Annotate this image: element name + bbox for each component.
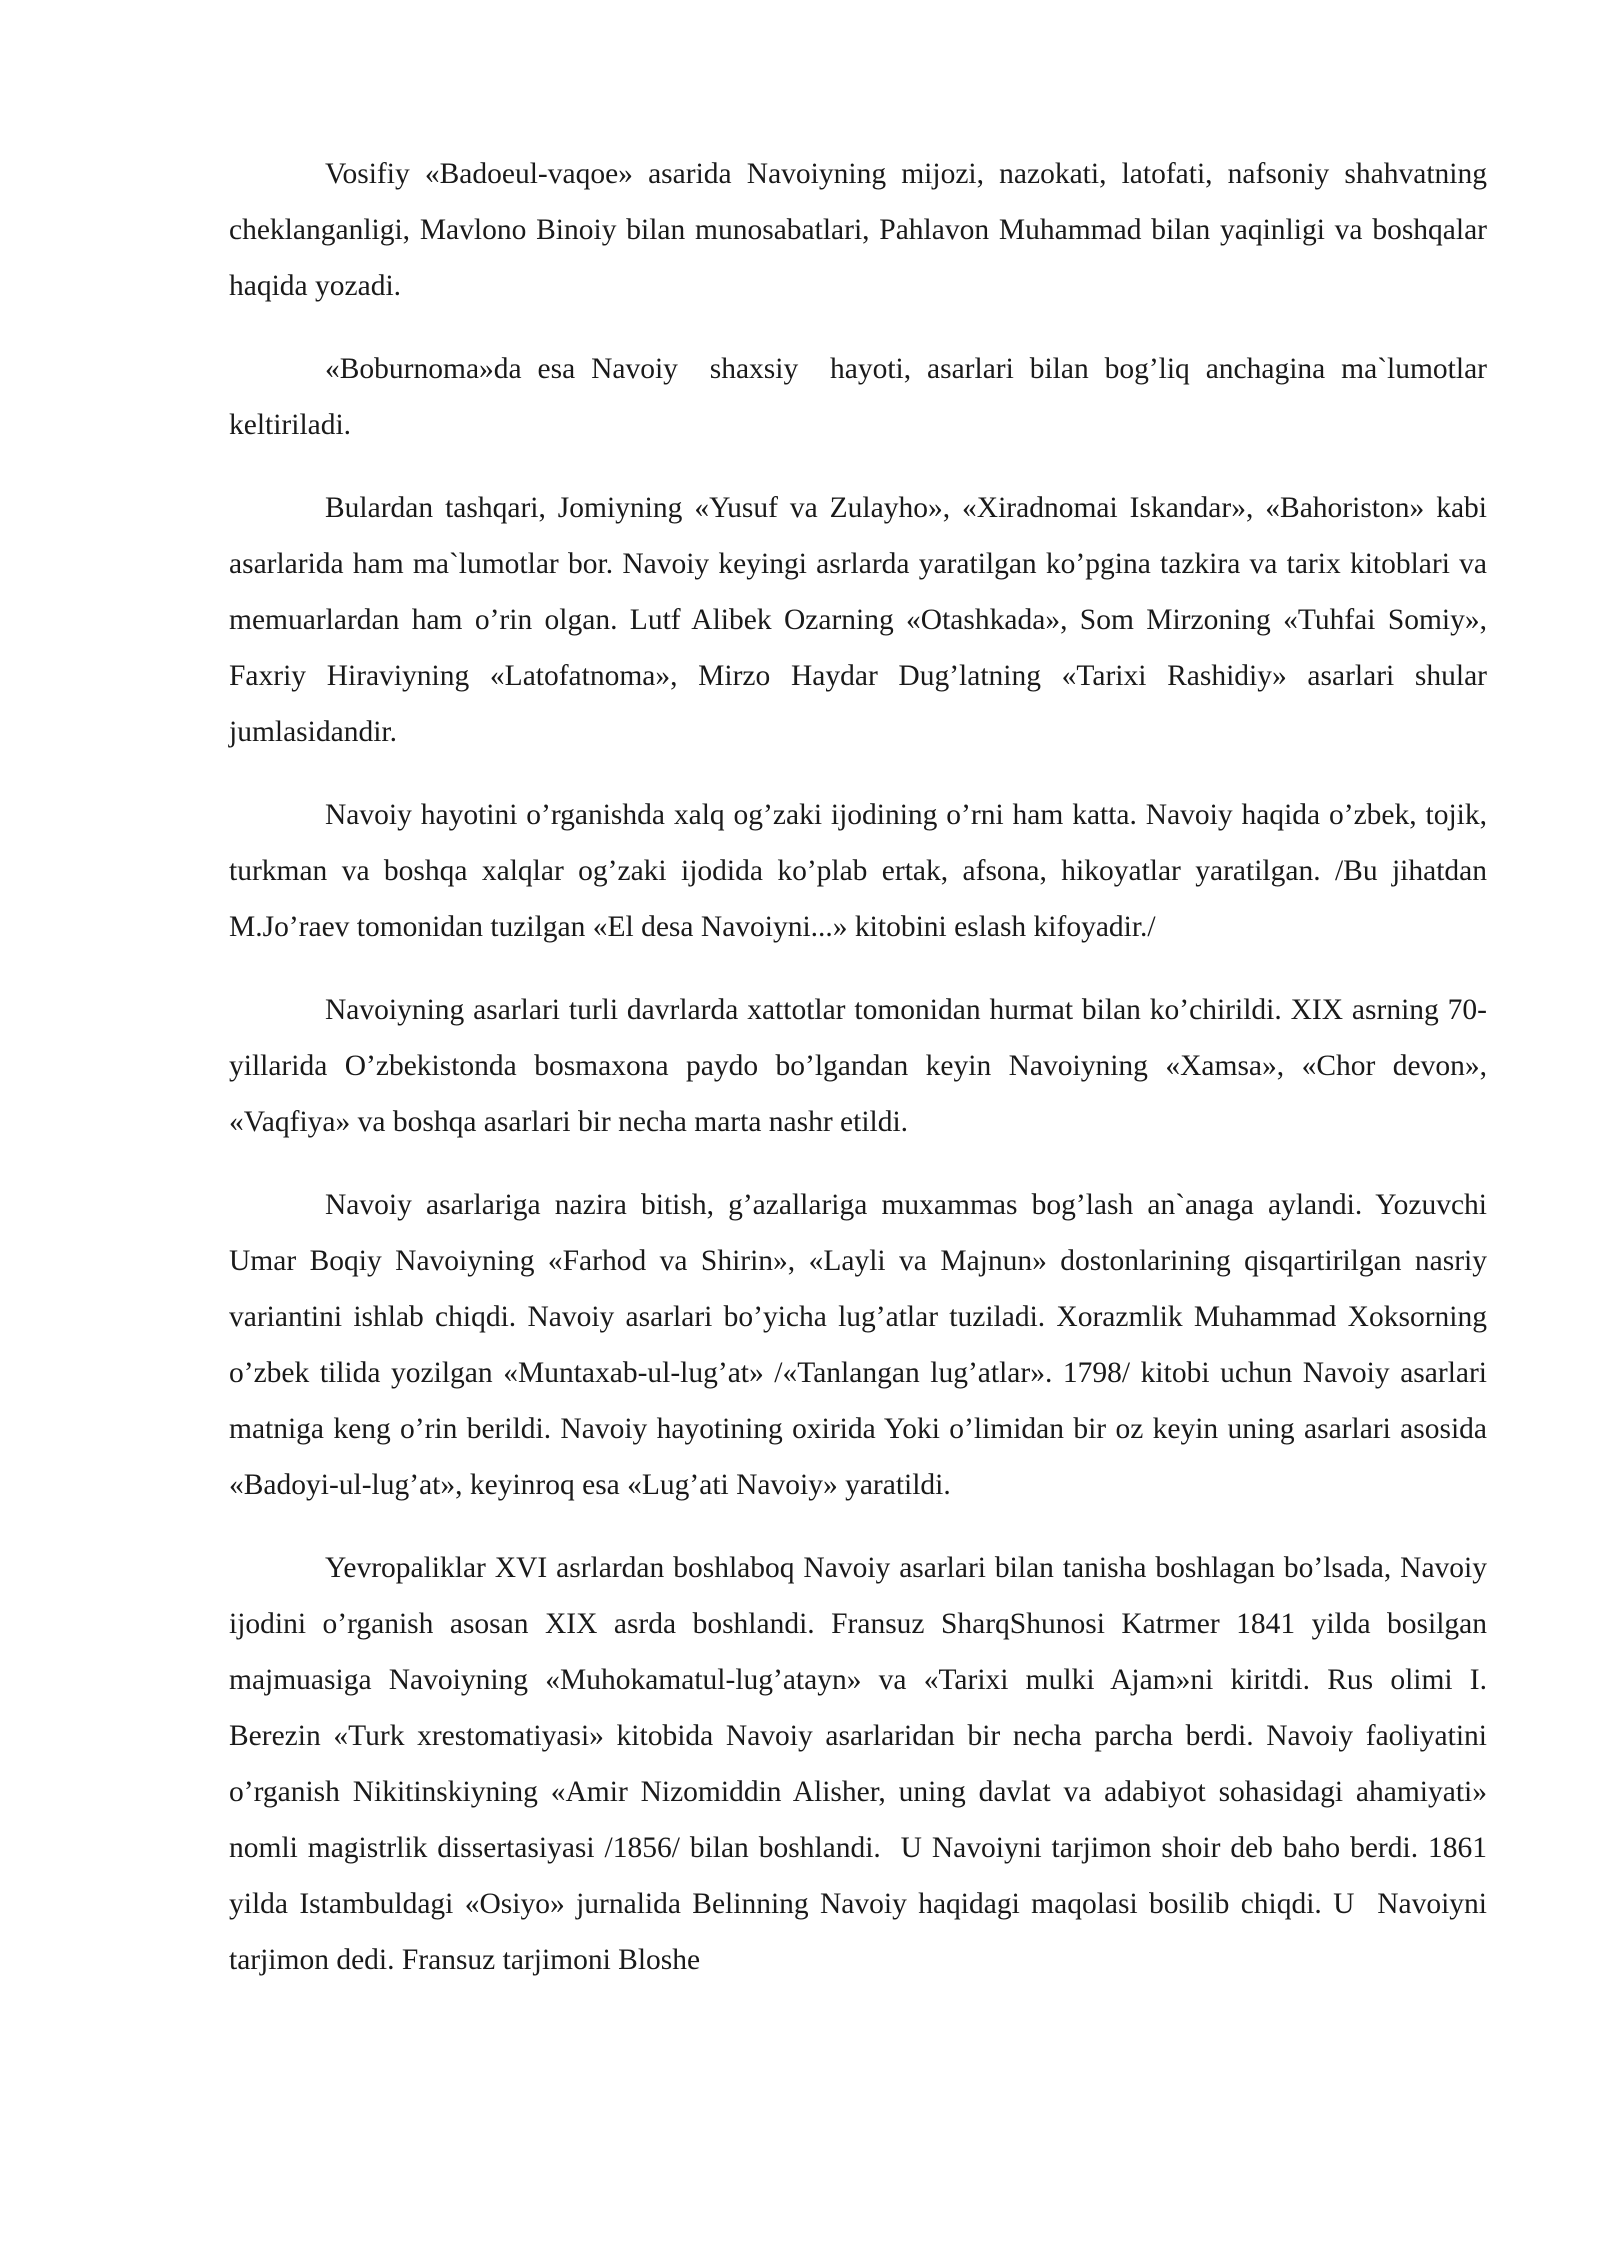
paragraph-vosifiy: Vosifiy «Badoeul-vaqoe» asarida Navoiyning mijozi, nazokati, latofati, nafsoniy shahvatning cheklanganligi, Mavlono Binoiy bilan munosabatlari, Pahlavon Muhammad bilan yaqinligi va boshqalar haqida yozadi.	[229, 158, 1495, 302]
document-body	[229, 146, 1502, 2015]
paragraph-folklore: Navoiy hayotini o’rganishda xalq og’zaki ijodining o’rni ham katta. Navoiy haqida o’zbek, tojik, turkman va boshqa xalqlar og’zaki ijodida ko’plab ertak, afsona, hikoyatlar yaratilgan. /Bu jihatdan M.Jo’raev tomonidan tuzilgan «El desa Navoiyni...» kitobini eslash kifoyadir./	[229, 799, 1495, 943]
paragraph-manuscripts: Navoiyning asarlari turli davrlarda xattotlar tomonidan hurmat bilan ko’chirildi. XIX asrning 70-yillarida O’zbekistonda bosmaxona paydo bo’lgandan keyin Navoiyning «Xamsa», «Chor devon», «Vaqfiya» va boshqa asarlari bir necha marta nashr etildi.	[229, 994, 1495, 1138]
paragraph-boburnoma: «Boburnoma»da esa Navoiy shaxsiy hayoti, asarlari bilan bog’liq anchagina ma`lumotlar keltiriladi.	[229, 353, 1495, 441]
paragraph-jomiy: Bulardan tashqari, Jomiyning «Yusuf va Zulayho», «Xiradnomai Iskandar», «Bahoriston» kabi asarlarida ham ma`lumotlar bor. Navoiy keyingi asrlarda yaratilgan ko’pgina tazkira va tarix kitoblari va memuarlardan ham o’rin olgan. Lutf Alibek Ozarning «Otashkada», Som Mirzoning «Tuhfai Somiy», Faxriy Hiraviyning «Latofatnoma», Mirzo Haydar Dug’latning «Tarixi Rashidiy» asarlari shular jumlasidandir.	[229, 492, 1495, 748]
paragraph-nazira: Navoiy asarlariga nazira bitish, g’azallariga muxammas bog’lash an`anaga aylandi. Yozuvchi Umar Boqiy Navoiyning «Farhod va Shirin», «Layli va Majnun» dostonlarining qisqartirilgan nasriy variantini ishlab chiqdi. Navoiy asarlari bo’yicha lug’atlar tuziladi. Xorazmlik Muhammad Xoksorning o’zbek tilida yozilgan «Muntaxab-ul-lug’at» /«Tanlangan lug’atlar». 1798/ kitobi uchun Navoiy asarlari matniga keng o’rin berildi. Navoiy hayotining oxirida Yoki o’limidan bir oz keyin uning asarlari asosida «Badoyi-ul-lug’at», keyinroq esa «Lug’ati Navoiy» yaratildi.	[229, 1189, 1495, 1501]
paragraph-european-studies: Yevropaliklar XVI asrlardan boshlaboq Navoiy asarlari bilan tanisha boshlagan bo’lsada, Navoiy ijodini o’rganish asosan XIX asrda boshlandi. Fransuz SharqShunosi Katrmer 1841 yilda bosilgan majmuasiga Navoiyning «Muhokamatul-lug’atayn» va «Tarixi mulki Ajam»ni kiritdi. Rus olimi I. Berezin «Turk xrestomatiyasi» kitobida Navoiy asarlaridan bir necha parcha berdi. Navoiy faoliyatini o’rganish Nikitinskiyning «Amir Nizomiddin Alisher, uning davlat va adabiyot sohasidagi ahamiyati» nomli magistrlik dissertasiyasi /1856/ bilan boshlandi. U Navoiyni tarjimon shoir deb baho berdi. 1861 yilda Istambuldagi «Osiyo» jurnalida Belinning Navoiy haqidagi maqolasi bosilib chiqdi. U Navoiyni tarjimon dedi. Fransuz tarjimoni Bloshe	[229, 1552, 1502, 1976]
